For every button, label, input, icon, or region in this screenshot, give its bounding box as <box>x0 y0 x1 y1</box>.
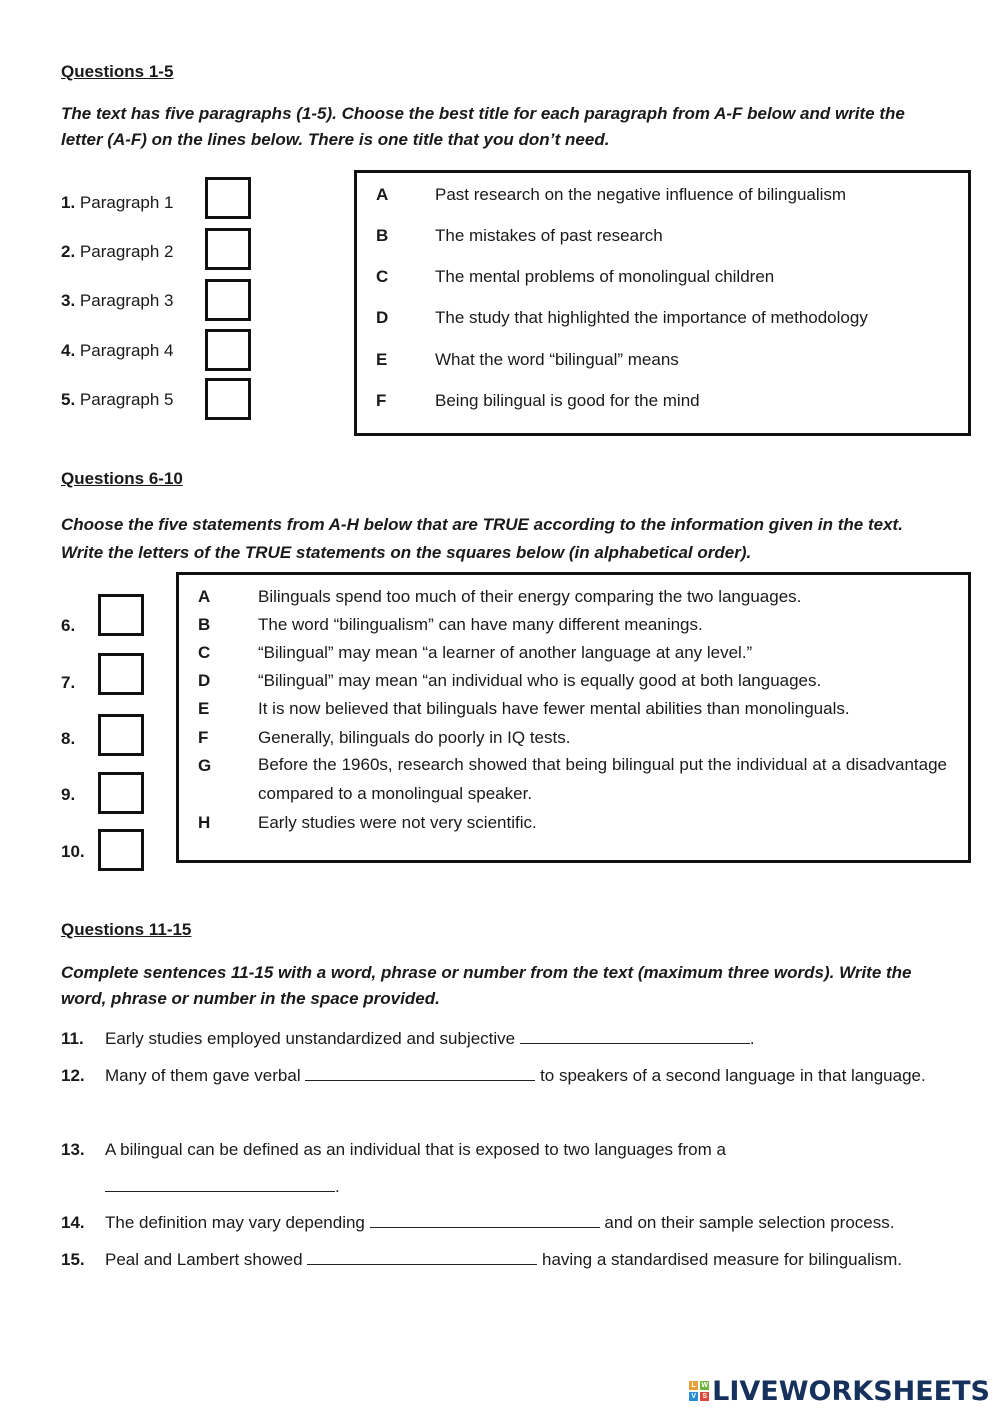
statement-letter: A <box>198 587 211 606</box>
statement-text: Generally, bilinguals do poorly in IQ tests. <box>258 728 571 747</box>
statement-text: It is now believed that bilinguals have fewer mental abilities than monolinguals. <box>258 699 850 718</box>
item-label: Paragraph 5 <box>79 390 174 409</box>
sentence-number: 12. <box>61 1066 85 1085</box>
answer-box-2[interactable] <box>205 228 251 270</box>
paragraph-item <box>61 390 174 410</box>
answer-blank-14[interactable] <box>370 1209 600 1228</box>
statement-letter: E <box>198 699 210 718</box>
sentence-item <box>61 1204 967 1241</box>
paragraph-item <box>61 193 174 213</box>
sentence-number: 14. <box>61 1213 85 1232</box>
option-letter: B <box>376 226 389 245</box>
item-number: 4. <box>61 341 76 360</box>
statement-letter: D <box>198 671 211 690</box>
sentence-item <box>61 1131 967 1205</box>
option-letter: F <box>376 391 387 410</box>
option-text: Past research on the negative influence of bilingualism <box>435 185 847 204</box>
logo-cell: S <box>700 1392 709 1401</box>
answer-box-3[interactable] <box>205 279 251 321</box>
item-number: 3. <box>61 291 76 310</box>
item-label: Paragraph 2 <box>79 242 174 261</box>
sentence-item <box>61 1241 967 1278</box>
sentence-after: having a standardised measure for bilingualism. <box>542 1250 903 1269</box>
answer-box-9[interactable] <box>98 772 144 814</box>
answer-blank-11[interactable] <box>520 1025 750 1044</box>
answer-blank-13[interactable] <box>105 1173 335 1192</box>
option-letter: A <box>376 185 389 204</box>
answer-box-6[interactable] <box>98 594 144 636</box>
section2-heading: Questions 6-10 <box>61 469 183 488</box>
answer-box-5[interactable] <box>205 378 251 420</box>
sentence-before: A bilingual can be defined as an individual that is exposed to two languages from a <box>105 1140 726 1159</box>
statement-letter: F <box>198 728 209 747</box>
answer-blank-12[interactable] <box>305 1062 535 1081</box>
paragraph-item <box>61 291 174 311</box>
statement-letter: G <box>198 756 212 775</box>
answer-blank-15[interactable] <box>307 1246 537 1265</box>
statement-text: “Bilingual” may mean “an individual who is equally good at both languages. <box>258 671 822 690</box>
statement-number: 7. <box>61 673 76 692</box>
option-letter: D <box>376 308 389 327</box>
statement-letter: B <box>198 615 211 634</box>
sentence-number: 11. <box>61 1029 84 1048</box>
answer-box-8[interactable] <box>98 714 144 756</box>
statement-number: 10. <box>61 842 85 861</box>
answer-box-1[interactable] <box>205 177 251 219</box>
option-text: The study that highlighted the importance of methodology <box>435 308 868 327</box>
option-text: The mistakes of past research <box>435 226 663 245</box>
statement-number: 9. <box>61 785 76 804</box>
statement-text: “Bilingual” may mean “a learner of another language at any level.” <box>258 643 753 662</box>
sentence-number: 13. <box>61 1140 85 1159</box>
brand-name: LIVEWORKSHEETS <box>712 1375 990 1407</box>
sentence-before: Early studies employed unstandardized and subjective <box>105 1029 516 1048</box>
liveworksheets-brand <box>689 1375 990 1407</box>
sentence-after: and on their sample selection process. <box>604 1213 895 1232</box>
statement-letter: C <box>198 643 211 662</box>
statement-number: 6. <box>61 616 76 635</box>
item-label: Paragraph 1 <box>79 193 174 212</box>
statement-text: Bilinguals spend too much of their energy comparing the two languages. <box>258 587 802 606</box>
answer-box-7[interactable] <box>98 653 144 695</box>
logo-cell: L <box>689 1381 698 1390</box>
option-text: Being bilingual is good for the mind <box>435 391 700 410</box>
option-text: The mental problems of monolingual children <box>435 267 775 286</box>
section2-instruction-line1: Choose the five statements from A-H below that are TRUE according to the information given in the text. <box>61 515 903 534</box>
item-label: Paragraph 3 <box>79 291 174 310</box>
section1-instruction: The text has five paragraphs (1-5). Choose the best title for each paragraph from A-F below and write the letter (A-F) on the lines below. There is one title that you don’t need. <box>61 104 905 149</box>
item-number: 5. <box>61 390 76 409</box>
sentence-after: . <box>749 1029 755 1048</box>
paragraph-item <box>61 242 174 262</box>
option-letter: E <box>376 350 388 369</box>
statement-text: Early studies were not very scientific. <box>258 813 537 832</box>
answer-box-4[interactable] <box>205 329 251 371</box>
option-text: What the word “bilingual” means <box>435 350 679 369</box>
item-number: 1. <box>61 193 76 212</box>
statement-text: Before the 1960s, research showed that being bilingual put the individual at a disadvantage compared to a monolingual speaker. <box>258 755 947 803</box>
sentence-after: to speakers of a second language in that language. <box>540 1066 926 1085</box>
liveworksheets-logo-icon <box>689 1381 709 1401</box>
section3-instruction: Complete sentences 11-15 with a word, phrase or number from the text (maximum three words). Write the word, phrase or number in the space provided. <box>61 963 912 1008</box>
statement-number: 8. <box>61 729 76 748</box>
section2-instruction-line2: Write the letters of the TRUE statements on the squares below (in alphabetical order). <box>61 543 752 562</box>
sentence-item <box>61 1057 967 1094</box>
sentence-number: 15. <box>61 1250 85 1269</box>
item-label: Paragraph 4 <box>79 341 174 360</box>
sentence-before: The definition may vary depending <box>105 1213 365 1232</box>
statement-letter: H <box>198 813 211 832</box>
paragraph-item <box>61 341 174 361</box>
sentence-after: . <box>335 1177 340 1196</box>
option-letter: C <box>376 267 389 286</box>
logo-cell: W <box>701 1382 708 1389</box>
section1-heading: Questions 1-5 <box>61 62 174 81</box>
logo-cell: V <box>689 1392 698 1401</box>
sentence-before: Many of them gave verbal <box>105 1066 301 1085</box>
section3-heading: Questions 11-15 <box>61 920 192 939</box>
sentence-item <box>61 1020 967 1057</box>
sentence-before: Peal and Lambert showed <box>105 1250 303 1269</box>
item-number: 2. <box>61 242 76 261</box>
statement-text: The word “bilingualism” can have many different meanings. <box>258 615 703 634</box>
answer-box-10[interactable] <box>98 829 144 871</box>
